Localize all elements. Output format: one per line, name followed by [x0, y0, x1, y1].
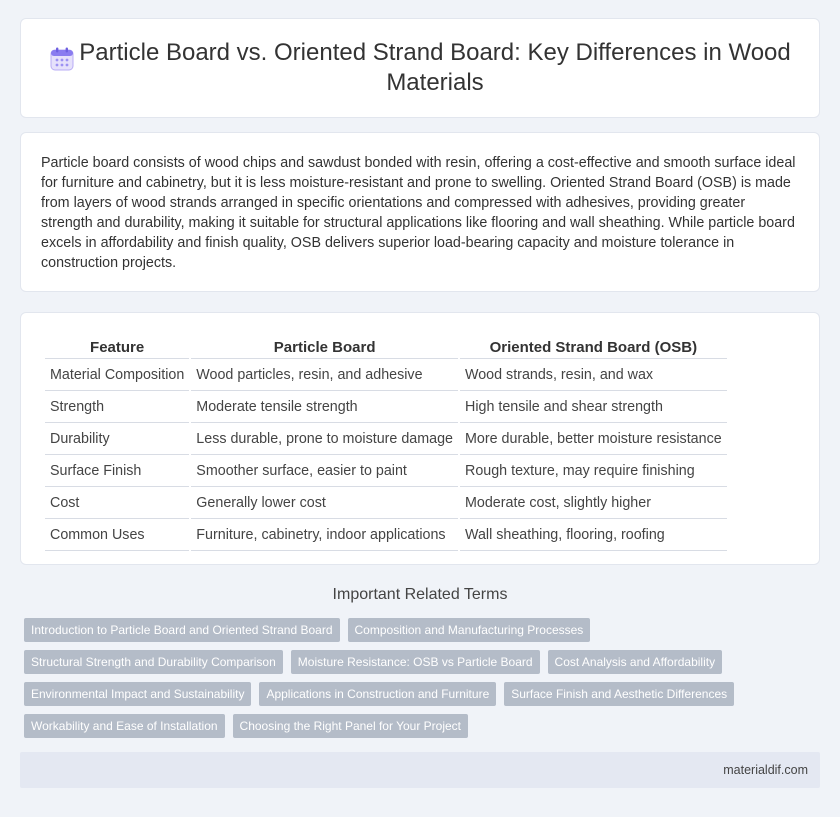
related-term-tag[interactable]: Composition and Manufacturing Processes	[348, 618, 591, 642]
related-term-tag[interactable]: Workability and Ease of Installation	[24, 714, 225, 738]
related-term-tag[interactable]: Environmental Impact and Sustainability	[24, 682, 251, 706]
particle-board-cell: Furniture, cabinetry, indoor applications	[191, 521, 458, 551]
table-row	[45, 489, 727, 519]
page-title: Particle Board vs. Oriented Strand Board: Key Differences in Wood Materials	[79, 39, 791, 96]
osb-cell: High tensile and shear strength	[460, 393, 727, 423]
particle-board-cell: Moderate tensile strength	[191, 393, 458, 423]
related-term-tag[interactable]: Cost Analysis and Affordability	[548, 650, 723, 674]
particle-board-cell: Smoother surface, easier to paint	[191, 457, 458, 487]
table-row	[45, 425, 727, 455]
feature-cell: Material Composition	[45, 361, 189, 391]
table-row	[45, 361, 727, 391]
related-term-tag[interactable]: Surface Finish and Aesthetic Differences	[504, 682, 734, 706]
feature-cell: Strength	[45, 393, 189, 423]
osb-cell: More durable, better moisture resistance	[460, 425, 727, 455]
osb-cell: Wall sheathing, flooring, roofing	[460, 521, 727, 551]
feature-cell: Cost	[45, 489, 189, 519]
summary-text: Particle board consists of wood chips and sawdust bonded with resin, offering a cost-effective and smooth surface ideal for furniture and cabinetry, but it is less moisture-resistant and prone to swelling. Oriented Strand Board (OSB) is made from layers of wood strands arranged in specific orientations and compressed with adhesives, providing greater strength and durability, making it suitable for structural applications like flooring and wall sheathing. While particle board excels in affordability and finish quality, OSB delivers superior load-bearing capacity and moisture tolerance in construction projects.	[41, 155, 796, 271]
header-card	[20, 18, 820, 118]
table-row	[45, 393, 727, 423]
feature-cell: Durability	[45, 425, 189, 455]
osb-cell: Rough texture, may require finishing	[460, 457, 727, 487]
site-link[interactable]: materialdif.com	[723, 763, 808, 777]
footer	[20, 752, 820, 788]
related-term-tag[interactable]: Applications in Construction and Furniture	[259, 682, 496, 706]
related-terms-title: Important Related Terms	[332, 586, 508, 603]
related-terms-list	[24, 618, 824, 738]
header-feature: Feature	[45, 335, 189, 359]
related-term-tag[interactable]: Choosing the Right Panel for Your Project	[233, 714, 468, 738]
feature-cell: Common Uses	[45, 521, 189, 551]
table-header-row	[45, 335, 727, 359]
related-term-tag[interactable]: Structural Strength and Durability Comparison	[24, 650, 283, 674]
comparison-table	[43, 333, 729, 553]
related-term-tag[interactable]: Introduction to Particle Board and Oriented Strand Board	[24, 618, 340, 642]
related-term-tag[interactable]: Moisture Resistance: OSB vs Particle Board	[291, 650, 540, 674]
table-row	[45, 521, 727, 551]
header-osb: Oriented Strand Board (OSB)	[460, 335, 727, 359]
summary-card	[20, 132, 820, 292]
particle-board-cell: Less durable, prone to moisture damage	[191, 425, 458, 455]
header-particle-board: Particle Board	[191, 335, 458, 359]
comparison-card	[20, 312, 820, 565]
osb-cell: Wood strands, resin, and wax	[460, 361, 727, 391]
particle-board-cell: Generally lower cost	[191, 489, 458, 519]
particle-board-cell: Wood particles, resin, and adhesive	[191, 361, 458, 391]
table-row	[45, 457, 727, 487]
osb-cell: Moderate cost, slightly higher	[460, 489, 727, 519]
feature-cell: Surface Finish	[45, 457, 189, 487]
